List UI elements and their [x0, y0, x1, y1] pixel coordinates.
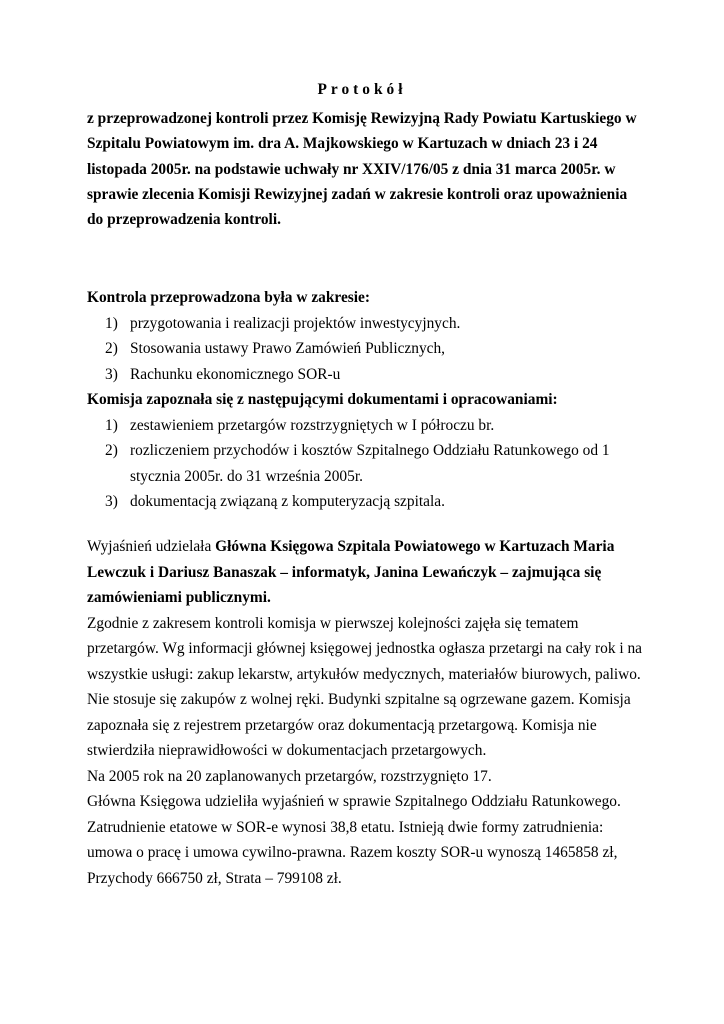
list-item-number: 2) — [105, 340, 118, 357]
list-item — [87, 362, 647, 388]
explanations-prefix: Wyjaśnień udzielała — [87, 538, 216, 555]
scope-heading: Kontrola przeprowadzona była w zakresie: — [87, 289, 371, 306]
list-item — [87, 336, 647, 362]
explanations-intro — [87, 534, 643, 611]
list-item — [87, 438, 647, 489]
list-item-number: 1) — [105, 314, 118, 332]
list-item-number: 3) — [105, 493, 118, 510]
documents-list — [87, 413, 647, 515]
tenders-paragraph: Zgodnie z zakresem kontroli komisja w pierwszej kolejności zajęła się tematem przetargów. Wg informacji głównej księgowej jednostka ogłasza przetargi na cały rok i na wszystkie usługi: zakup lekarstw, artykułów medycznych, materiałów biurowych, paliwo. Nie stosuje się zakupów z wolnej ręki. Budynki szpitalne są ogrzewane gazem. Komisja zapoznała się z rejestrem przetargów oraz dokumentacją przetargową. Komisja nie stwierdziła nieprawidłowości w dokumentacjach przetargowych. — [87, 614, 643, 759]
documents-heading: Komisja zapoznała się z następującymi dokumentami i opracowaniami: — [87, 391, 558, 408]
list-item-text: rozliczeniem przychodów i kosztów Szpitalnego Oddziału Ratunkowego od 1 stycznia 2005r. do 31 września 2005r. — [130, 442, 610, 485]
list-item — [87, 311, 647, 337]
scope-and-documents-section — [87, 285, 647, 515]
list-item — [87, 489, 647, 515]
list-item-text: przygotowania i realizacji projektów inwestycyjnych. — [130, 314, 461, 332]
list-item-text: dokumentacją związaną z komputeryzacją szpitala. — [130, 493, 445, 510]
intro-paragraph: z przeprowadzonej kontroli przez Komisję Rewizyjną Rady Powiatu Kartuskiego w Szpitalu Powiatowym im. dra A. Majkowskiego w Kartuzach w dniach 23 i 24 listopada 2005r. na podstawie uchwały nr XXIV/176/05 z dnia 31 marca 2005r. w sprawie zlecenia Komisji Rewizyjnej zadań w zakresie kontroli oraz upoważnienia do przeprowadzenia kontroli. — [87, 110, 637, 229]
list-item-text: Stosowania ustawy Prawo Zamówień Publicznych, — [130, 340, 446, 357]
document-title: Protokół — [317, 81, 407, 98]
list-item — [87, 413, 647, 439]
explanations-persons: Główna Księgowa Szpitala Powiatowego w Kartuzach Maria Lewczuk i Dariusz Banaszak – informatyk, Janina Lewańczyk – zajmująca się zamówieniami publicznymi. — [87, 538, 615, 606]
list-item-number: 1) — [105, 416, 118, 434]
explanations-section — [87, 534, 643, 891]
list-item-number: 3) — [105, 365, 118, 383]
sor-paragraph: Główna Księgowa udzieliła wyjaśnień w sprawie Szpitalnego Oddziału Ratunkowego. Zatrudnienie etatowe w SOR-e wynosi 38,8 etatu. Istnieją dwie formy zatrudnienia: umowa o pracę i umowa cywilno-prawna. Razem koszty SOR-u wynoszą 1465858 zł, Przychody 666750 zł, Strata – 799108 zł. — [87, 793, 621, 887]
list-item-number: 2) — [105, 442, 118, 459]
list-item-text: Rachunku ekonomicznego SOR-u — [130, 365, 341, 383]
tenders-count-paragraph: Na 2005 rok na 20 zaplanowanych przetargów, rozstrzygnięto 17. — [87, 767, 492, 785]
list-item-text: zestawieniem przetargów rozstrzygniętych w I półroczu br. — [130, 416, 495, 434]
scope-list — [87, 311, 647, 388]
